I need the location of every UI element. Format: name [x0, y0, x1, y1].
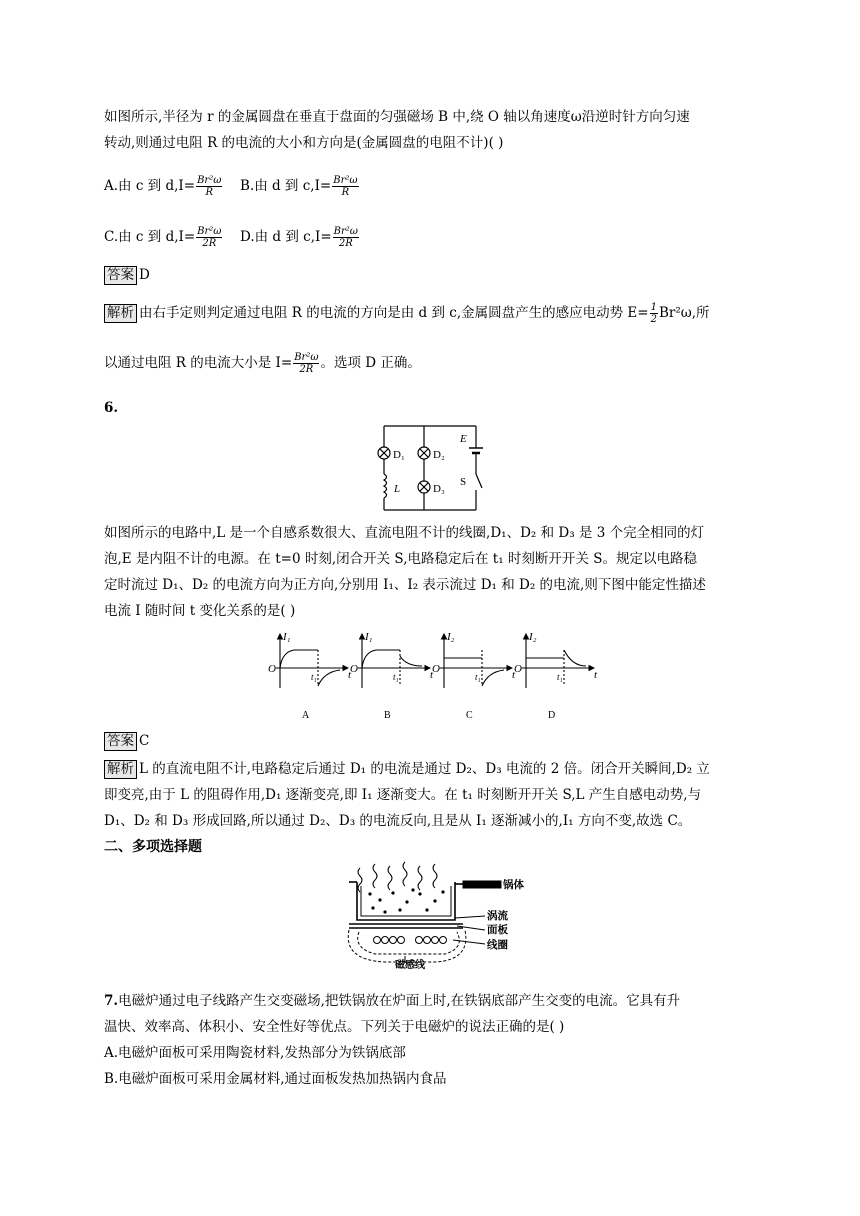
- origin-label: O: [268, 663, 276, 675]
- q6-answer: [104, 728, 149, 754]
- q6-number: 6.: [104, 400, 119, 416]
- section-title: 二、多项选择题: [104, 839, 202, 855]
- label-e: E: [460, 433, 467, 445]
- option-b-text: B.由 d 到 c,I=: [240, 178, 332, 194]
- graph-letter: C: [466, 710, 473, 721]
- option-b-fraction: $\frac{\text{Br²ω}}{R}$: [333, 175, 358, 198]
- label-d2: D₂: [433, 449, 445, 461]
- q7-stem-line1: 7.电磁炉通过电子线路产生交变磁场,把铁锅放在炉面上时,在铁锅底部产生交变的电流。它具有升: [104, 993, 681, 1009]
- q6-analysis-line3: D₁、D₂ 和 D₃ 形成回路,所以通过 D₂、D₃ 的电流反向,且是从 I₁ 逐渐减小的,I₁ 方向不变,故选 C。: [104, 813, 692, 829]
- y-axis-label: I₁: [283, 631, 291, 643]
- q5-option-a: [104, 173, 223, 199]
- label-s: S: [460, 476, 467, 488]
- q6-stem-line1: 如图所示的电路中,L 是一个自感系数很大、直流电阻不计的线圈,D₁、D₂ 和 D₃ 是 3 个完全相同的灯: [104, 525, 705, 541]
- answer-value: D: [139, 267, 150, 283]
- option-a-text: A.由 c 到 d,I=: [104, 178, 196, 194]
- label-coil: 线圈: [487, 940, 508, 951]
- option-d-text: D.由 d 到 c,I=: [240, 229, 332, 245]
- circuit-diagram: [370, 422, 500, 514]
- label-panel: 面板: [487, 925, 508, 936]
- q7-number: 7.: [104, 993, 119, 1009]
- label-l: L: [394, 483, 401, 495]
- half-fraction: $\frac{1}{2}$: [650, 302, 657, 325]
- label-pot-body: 锅体: [503, 880, 524, 891]
- t1-label: t₁: [557, 672, 563, 682]
- answer-value: C: [139, 733, 150, 749]
- label-eddy: 涡流: [487, 911, 508, 922]
- q6-stem-line2: 泡,E 是内阻不计的电源。在 t=0 时刻,闭合开关 S,电路稳定后在 t₁ 时刻断开开关 S。规定以电路稳: [104, 551, 697, 567]
- answer-tag: 答案: [104, 732, 137, 751]
- option-c-fraction: $\frac{\text{Br²ω}}{2R}$: [197, 226, 222, 249]
- t1-label: t₁: [475, 672, 481, 682]
- label-d3: D₃: [433, 483, 445, 495]
- q5-option-b: [240, 173, 360, 199]
- current-curve: [362, 650, 422, 668]
- option-c-text: C.由 c 到 d,I=: [104, 229, 196, 245]
- t-axis-label: t: [512, 669, 516, 681]
- y-axis-label: I₂: [447, 631, 455, 643]
- current-curve: [444, 658, 504, 686]
- current-time-graphs: [262, 630, 602, 722]
- q6-analysis-line2: 即变亮,由于 L 的阻碍作用,D₁ 逐渐变亮,即 I₁ 逐渐变大。在 t₁ 时刻断开开关 S,L 产生自感电动势,与: [104, 787, 702, 803]
- q6-analysis-line1: 解析 L 的直流电阻不计,电路稳定后通过 D₁ 的电流是通过 D₂、D₃ 电流的 2 倍。闭合开关瞬间,D₂ 立: [104, 756, 710, 782]
- y-axis-label: I₁: [365, 631, 373, 643]
- origin-label: O: [350, 663, 358, 675]
- option-d-fraction: $\frac{\text{Br²ω}}{2R}$: [333, 226, 358, 249]
- q6-stem-line3: 定时流过 D₁、D₂ 的电流方向为正方向,分别用 I₁、I₂ 表示流过 D₁ 和 D₂ 的电流,则下图中能定性描述: [104, 577, 706, 593]
- answer-tag: 答案: [104, 266, 137, 285]
- graph-letter: A: [302, 710, 310, 721]
- q7-option-b: B.电磁炉面板可采用金属材料,通过面板发热加热锅内食品: [104, 1071, 447, 1087]
- q5-option-d: [240, 224, 360, 250]
- current-fraction: $\frac{\text{Br²ω}}{2R}$: [294, 352, 319, 375]
- analysis-tag: 解析: [104, 304, 137, 323]
- origin-label: O: [432, 663, 440, 675]
- q5-answer: [104, 262, 150, 288]
- t-axis-label: t: [430, 669, 434, 681]
- q7-stem-line2: 温快、效率高、体积小、安全性好等优点。下列关于电磁炉的说法正确的是( ): [104, 1019, 565, 1035]
- y-axis-label: I₂: [529, 631, 537, 643]
- q6-stem-line4: 电流 I 随时间 t 变化关系的是( ): [104, 603, 296, 619]
- graph-letter: B: [384, 710, 391, 721]
- option-a-fraction: $\frac{\text{Br²ω}}{R}$: [197, 175, 222, 198]
- t-axis-label: t: [348, 669, 352, 681]
- q5-stem-line1: 如图所示,半径为 r 的金属圆盘在垂直于盘面的匀强磁场 B 中,绕 O 轴以角速度ω沿逆时针方向匀速: [104, 109, 690, 125]
- q5-option-c: [104, 224, 223, 250]
- q5-analysis-line1: 解析 由右手定则判定通过电阻 R 的电流的方向是由 d 到 c,金属圆盘产生的感应电动势 E= $\frac{1}{2}$ Br²ω,所: [104, 300, 710, 326]
- t1-label: t₁: [311, 672, 317, 682]
- current-curve: [526, 650, 586, 666]
- label-field-lines: 磁感线: [395, 960, 425, 971]
- analysis-tag: 解析: [104, 760, 137, 779]
- graph-letter: D: [548, 710, 556, 721]
- q7-option-a: A.电磁炉面板可采用陶瓷材料,发热部分为铁锅底部: [104, 1045, 406, 1061]
- t-axis-label: t: [594, 669, 598, 681]
- origin-label: O: [514, 663, 522, 675]
- induction-cooker-diagram: [345, 860, 524, 971]
- q5-stem-line2: 转动,则通过电阻 R 的电流的大小和方向是(金属圆盘的电阻不计)( ): [104, 135, 504, 151]
- t1-label: t₁: [393, 672, 399, 682]
- q5-analysis-line2: 以通过电阻 R 的电流大小是 I= $\frac{\text{Br²ω}}{2R}$ 。选项 D 正确。: [104, 352, 421, 375]
- label-d1: D₁: [393, 449, 405, 461]
